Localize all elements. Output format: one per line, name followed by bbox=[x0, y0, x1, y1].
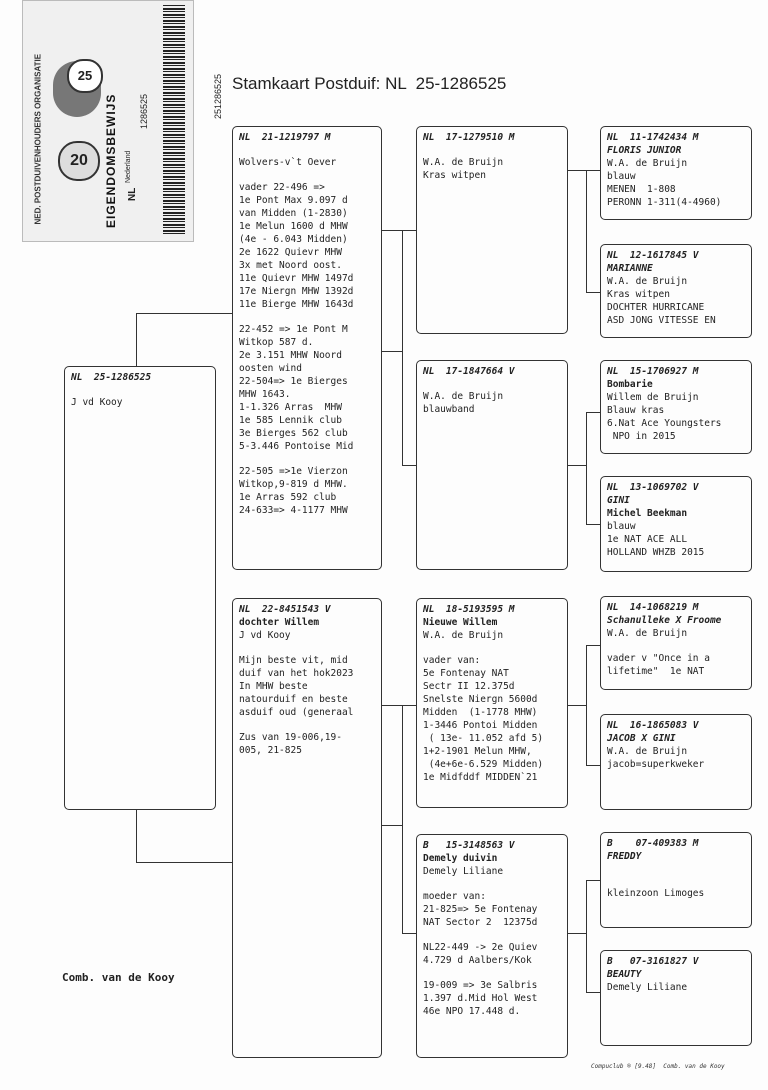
connector-line bbox=[586, 170, 600, 171]
pigeon-name: Schanulleke X Froome bbox=[607, 615, 722, 626]
text-line: 1e Melun 1600 d MHW bbox=[239, 221, 348, 232]
pigeon-name: Wolvers-v`t Oever bbox=[239, 157, 337, 168]
text-line: 1e Pont Max 9.097 d bbox=[239, 195, 348, 206]
page-title: Stamkaart Postduif: NL 25-1286525 bbox=[232, 74, 507, 93]
owner: W.A. de Bruijn bbox=[423, 391, 504, 402]
ring-header: NL 25-1286525 bbox=[71, 372, 152, 383]
text-line: oosten wind bbox=[239, 363, 302, 374]
great-grandparent-card-fmm bbox=[600, 476, 752, 572]
text-line: Midden (1-1778 MHW) bbox=[423, 707, 538, 718]
text-line: lifetime" 1e NAT bbox=[607, 666, 705, 677]
text-line: 11e Bierge MHW 1643d bbox=[239, 299, 354, 310]
details bbox=[607, 520, 745, 559]
connector-line bbox=[586, 645, 600, 646]
connector-line bbox=[402, 230, 416, 231]
text-line: 1-3446 Pontoi Midden bbox=[423, 720, 538, 731]
connector-line bbox=[586, 880, 600, 881]
owner: Willem de Bruijn bbox=[607, 392, 699, 403]
connector-line bbox=[402, 705, 403, 933]
barcode-number: 251286525 bbox=[213, 73, 223, 119]
text-line: 17e Niergn MHW 1392d bbox=[239, 286, 354, 297]
connector-line bbox=[402, 933, 416, 934]
performance-notes bbox=[239, 465, 375, 517]
owner: W.A. de Bruijn bbox=[607, 158, 688, 169]
text-line: Snelste Niergn 5600d bbox=[423, 694, 538, 705]
connector-line bbox=[586, 170, 587, 292]
connector-line bbox=[382, 230, 402, 231]
ring-header: NL 22-8451543 V bbox=[239, 604, 331, 615]
owner: W.A. de Bruijn bbox=[607, 746, 688, 757]
text-line: 2e 1622 Quievr MHW bbox=[239, 247, 342, 258]
text-line: 005, 21-825 bbox=[239, 745, 302, 756]
text-line: Witkop 587 d. bbox=[239, 337, 314, 348]
owner: W.A. de Bruijn bbox=[423, 157, 504, 168]
text-line: duif van het hok2023 bbox=[239, 668, 354, 679]
description-notes bbox=[239, 654, 375, 719]
pigeon-name: GINI bbox=[607, 495, 630, 506]
owner: W.A. de Bruijn bbox=[607, 276, 688, 287]
text-line: 3e Bierges 562 club bbox=[239, 428, 348, 439]
connector-line bbox=[586, 412, 600, 413]
owner: Demely Liliane bbox=[423, 866, 504, 877]
text-line: Kras witpen bbox=[607, 289, 670, 300]
pigeon-name: Nieuwe Willem bbox=[423, 617, 498, 628]
text-line: 21-825=> 5e Fontenay bbox=[423, 904, 538, 915]
text-line: 11e Quievr MHW 1497d bbox=[239, 273, 354, 284]
text-line: vader v "Once in a bbox=[607, 653, 710, 664]
mother-card bbox=[232, 598, 382, 1058]
text-line: 1+2-1901 Melun MHW, bbox=[423, 746, 532, 757]
text-line: (4e - 6.043 Midden) bbox=[239, 234, 348, 245]
owner: J vd Kooy bbox=[239, 630, 291, 641]
performance-notes bbox=[423, 979, 561, 1018]
connector-line bbox=[568, 465, 586, 466]
great-grandparent-card-mmf bbox=[600, 832, 752, 928]
connector-line bbox=[586, 645, 587, 765]
pigeon-name: FREDDY bbox=[607, 851, 642, 862]
text-line: van Midden (1-2830) bbox=[239, 208, 348, 219]
text-line: blauw bbox=[607, 171, 636, 182]
text-line: 1e Midfddf MIDDEN`21 bbox=[423, 772, 538, 783]
text-line: 1e NAT ACE ALL bbox=[607, 534, 688, 545]
pigeon-name: dochter Willem bbox=[239, 617, 320, 628]
connector-line bbox=[586, 412, 587, 524]
connector-line bbox=[382, 351, 402, 352]
text-line: 4.729 d Aalbers/Kok bbox=[423, 955, 532, 966]
text-line: 1e 585 Lennik club bbox=[239, 415, 342, 426]
text-line: blauw bbox=[607, 521, 636, 532]
ownership-certificate-card bbox=[22, 0, 223, 242]
connector-line bbox=[586, 880, 587, 992]
owner: W.A. de Bruijn bbox=[423, 630, 504, 641]
great-grandparent-card-fff bbox=[600, 126, 752, 220]
ring-header: NL 21-1219797 M bbox=[239, 132, 331, 143]
text-line: 24-633=> 4-1177 MHW bbox=[239, 505, 348, 516]
text-line: 46e NPO 17.448 d. bbox=[423, 1006, 521, 1017]
performance-notes bbox=[423, 941, 561, 967]
text-line: 19-009 => 3e Salbris bbox=[423, 980, 538, 991]
text-line: 1.397 d.Mid Hol West bbox=[423, 993, 538, 1004]
text-line: MENEN 1-808 bbox=[607, 184, 676, 195]
performance-notes bbox=[423, 890, 561, 929]
text-line: 3x met Noord oost. bbox=[239, 260, 342, 271]
connector-line bbox=[402, 705, 416, 706]
owner: W.A. de Bruijn bbox=[607, 628, 688, 639]
paternal-grandmother-card bbox=[416, 360, 568, 570]
ring-year-badge: 25 bbox=[67, 59, 103, 93]
barcode bbox=[163, 5, 185, 235]
text-line: kleinzoon Limoges bbox=[607, 888, 705, 899]
owner: Demely Liliane bbox=[607, 982, 688, 993]
subject-pigeon-card bbox=[64, 366, 216, 810]
connector-line bbox=[586, 992, 600, 993]
text-line: HOLLAND WHZB 2015 bbox=[607, 547, 705, 558]
text-line: (4e+6e-6.529 Midden) bbox=[423, 759, 544, 770]
text-line: DOCHTER HURRICANE bbox=[607, 302, 705, 313]
text-line: Zus van 19-006,19- bbox=[239, 732, 342, 743]
text-line: Mijn beste vit, mid bbox=[239, 655, 348, 666]
connector-line bbox=[586, 524, 600, 525]
text-line: 6.Nat Ace Youngsters bbox=[607, 418, 722, 429]
text-line: NL22-449 -> 2e Quiev bbox=[423, 942, 538, 953]
ring-header: B 07-409383 M bbox=[607, 838, 699, 849]
text-line: ( 13e- 11.052 afd 5) bbox=[423, 733, 544, 744]
text-line: In MHW beste bbox=[239, 681, 308, 692]
connector-line bbox=[382, 705, 402, 706]
text-line: Sectr II 12.375d bbox=[423, 681, 515, 692]
text-line: 22-505 =>1e Vierzon bbox=[239, 466, 348, 477]
great-grandparent-card-mmm bbox=[600, 950, 752, 1046]
text-line: vader 22-496 => bbox=[239, 182, 325, 193]
pigeon-name: Bombarie bbox=[607, 379, 653, 390]
ring-header: B 07-3161827 V bbox=[607, 956, 699, 967]
performance-notes bbox=[423, 654, 561, 784]
text-line: 2e 3.151 MHW Noord bbox=[239, 350, 342, 361]
details bbox=[607, 170, 745, 209]
text-line: MHW 1643. bbox=[239, 389, 291, 400]
text-line: PERONN 1-311(4-4960) bbox=[607, 197, 722, 208]
description-notes bbox=[239, 731, 375, 757]
maternal-grandmother-card bbox=[416, 834, 568, 1058]
text-line: 5e Fontenay NAT bbox=[423, 668, 509, 679]
text-line: asduif oud (generaal bbox=[239, 707, 354, 718]
text-line: natourduif en beste bbox=[239, 694, 348, 705]
text-line: 5-3.446 Pontoise Mid bbox=[239, 441, 354, 452]
performance-notes bbox=[239, 181, 375, 311]
color: Kras witpen bbox=[423, 170, 486, 181]
connector-line bbox=[568, 170, 586, 171]
ring-header: NL 17-1279510 M bbox=[423, 132, 515, 143]
pigeon-name: FLORIS JUNIOR bbox=[607, 145, 682, 156]
text-line: Witkop,9-819 d MHW. bbox=[239, 479, 348, 490]
connector-line bbox=[136, 808, 137, 863]
owner: Michel Beekman bbox=[607, 508, 688, 519]
details bbox=[607, 887, 745, 900]
footer-credit: Compuclub ® [9.48] Comb. van de Kooy bbox=[591, 1063, 725, 1070]
details bbox=[607, 404, 745, 443]
ring-header: NL 13-1069702 V bbox=[607, 482, 699, 493]
text-line: vader van: bbox=[423, 655, 481, 666]
details bbox=[607, 288, 745, 327]
ring-header: NL 15-1706927 M bbox=[607, 366, 699, 377]
text-line: 1-1.326 Arras MHW bbox=[239, 402, 342, 413]
performance-notes bbox=[239, 323, 375, 453]
details bbox=[607, 652, 745, 678]
organisation-label: NED. POSTDUIVENHOUDERS ORGANISATIE bbox=[33, 53, 43, 225]
ring-header: NL 17-1847664 V bbox=[423, 366, 515, 377]
ring-header: NL 12-1617845 V bbox=[607, 250, 699, 261]
pigeon-name: MARIANNE bbox=[607, 263, 653, 274]
text-line: jacob=superkweker bbox=[607, 759, 705, 770]
connector-line bbox=[402, 465, 416, 466]
father-card bbox=[232, 126, 382, 570]
country-code: NL bbox=[127, 187, 138, 201]
ring-header: NL 11-1742434 M bbox=[607, 132, 699, 143]
year-prefix-badge: 20 bbox=[58, 141, 100, 181]
connector-line bbox=[136, 862, 232, 863]
connector-line bbox=[136, 313, 232, 314]
ring-number: 1286525 bbox=[139, 93, 149, 129]
color: blauwband bbox=[423, 404, 475, 415]
connector-line bbox=[382, 825, 402, 826]
details bbox=[607, 758, 745, 771]
breeder-name: Comb. van de Kooy bbox=[62, 971, 175, 984]
connector-line bbox=[586, 765, 600, 766]
ring-header: NL 16-1865083 V bbox=[607, 720, 699, 731]
text-line: NPO in 2015 bbox=[607, 431, 676, 442]
text-line: ASD JONG VITESSE EN bbox=[607, 315, 716, 326]
ring-header: B 15-3148563 V bbox=[423, 840, 515, 851]
pigeon-name: JACOB X GINI bbox=[607, 733, 676, 744]
pigeon-name: BEAUTY bbox=[607, 969, 642, 980]
maternal-grandfather-card bbox=[416, 598, 568, 808]
text-line: Blauw kras bbox=[607, 405, 665, 416]
great-grandparent-card-fmf bbox=[600, 360, 752, 454]
paternal-grandfather-card bbox=[416, 126, 568, 334]
text-line: 1e Arras 592 club bbox=[239, 492, 337, 503]
text-line: NAT Sector 2 12375d bbox=[423, 917, 538, 928]
great-grandparent-card-mff bbox=[600, 596, 752, 690]
connector-line bbox=[402, 230, 403, 465]
connector-line bbox=[568, 705, 586, 706]
great-grandparent-card-ffm bbox=[600, 244, 752, 338]
certificate-label: EIGENDOMSBEWIJS bbox=[104, 93, 118, 228]
text-line: moeder van: bbox=[423, 891, 486, 902]
ring-header: NL 18-5193595 M bbox=[423, 604, 515, 615]
great-grandparent-card-mfm bbox=[600, 714, 752, 810]
pigeon-name: Demely duivin bbox=[423, 853, 498, 864]
connector-line bbox=[568, 933, 586, 934]
text-line: 22-504=> 1e Bierges bbox=[239, 376, 348, 387]
owner: J vd Kooy bbox=[71, 397, 123, 408]
connector-line bbox=[586, 292, 600, 293]
country-label: Nederland bbox=[125, 150, 132, 183]
ring-header: NL 14-1068219 M bbox=[607, 602, 699, 613]
text-line: 22-452 => 1e Pont M bbox=[239, 324, 348, 335]
